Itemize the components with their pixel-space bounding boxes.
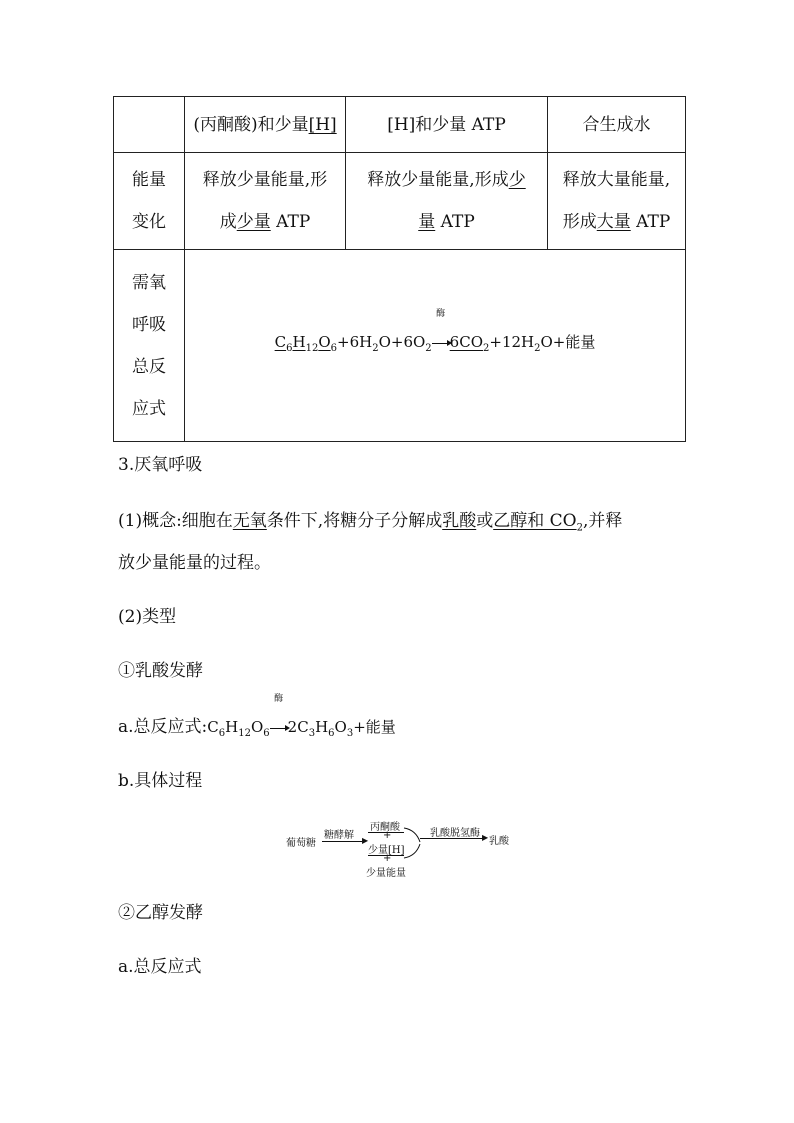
table-cell: 释放少量能量,形成少 量 ATP <box>346 153 548 250</box>
table-cell <box>185 97 346 153</box>
aerobic-equation-cell <box>185 250 686 442</box>
underlined-text: 少量 <box>236 212 271 232</box>
row-label-aerobic-equation: 需氧 呼吸 总反 应式 <box>114 250 185 442</box>
concept-paragraph: (1)概念:细胞在无氧条件下,将糖分子分解成乳酸或乙醇和 $CO_2$,并释 <box>118 511 623 534</box>
glucose-label: 葡萄糖 <box>286 838 316 849</box>
lactic-label: 乳酸 <box>489 836 509 847</box>
ethanol-fermentation-title: ②乙醇发酵 <box>118 903 203 923</box>
table-cell: 释放大量能量, 形成大量 ATP <box>548 153 686 250</box>
concept-paragraph-line2: 放少量能量的过程。 <box>118 553 271 573</box>
co2-formula: $6CO_2$ <box>449 333 490 354</box>
branch-arrow-icon <box>402 822 432 862</box>
lactic-fermentation-title: ①乳酸发酵 <box>118 661 203 681</box>
table-row <box>114 97 686 153</box>
underlined-text: 量 <box>418 212 436 232</box>
underlined-text: [H] <box>308 114 337 135</box>
types-heading: (2)类型 <box>118 607 177 627</box>
glucose-formula: $C_6H_{12}O_6$ <box>274 333 337 354</box>
aerobic-equation: $C_6H_{12}O_6+6H_2O+6O_2$ 酶 $6CO_2+12H_2O+$能量 <box>275 333 596 351</box>
lactic-equation: a.总反应式$:C_6H_{12}O_6$ 酶 $2C_3H_6O_3+$能量 <box>118 706 678 755</box>
pyruvate-label: 丙酮酸 <box>370 822 400 833</box>
lactic-process-diagram: 葡萄糖 糖酵解 ▶ 丙酮酸 + 少量[H] + 少量能量 乳酸脱氢酶 ▶ 乳酸 <box>284 816 514 878</box>
respiration-table <box>113 96 686 442</box>
section-title: 3.厌氧呼吸 <box>118 455 203 475</box>
underlined-text: 少 <box>508 170 526 190</box>
process-label: b.具体过程 <box>118 771 203 791</box>
reaction-arrow-icon: 酶 <box>270 706 288 748</box>
enzyme-label: 乳酸脱氢酶 <box>430 828 480 839</box>
ethanol-equation-label: a.总反应式 <box>118 957 202 977</box>
table-cell: 合生成水 <box>548 97 686 153</box>
table-row <box>114 153 686 250</box>
underlined-text: 大量 <box>596 212 631 232</box>
row-label-energy: 能量 变化 <box>114 153 185 250</box>
reaction-arrow-icon: 酶 <box>432 321 450 363</box>
little-energy-label: 少量能量 <box>366 868 406 879</box>
table-row <box>114 250 686 442</box>
table-cell: [H]和少量 ATP <box>346 97 548 153</box>
table-cell: 释放少量能量,形 成少量 ATP <box>185 153 346 250</box>
glycolysis-label: 糖酵解 <box>324 830 354 841</box>
cell-text: (丙酮酸)和少量 <box>193 114 309 135</box>
table-cell-empty <box>114 97 185 153</box>
little-h-label: 少量[H] <box>368 845 405 856</box>
